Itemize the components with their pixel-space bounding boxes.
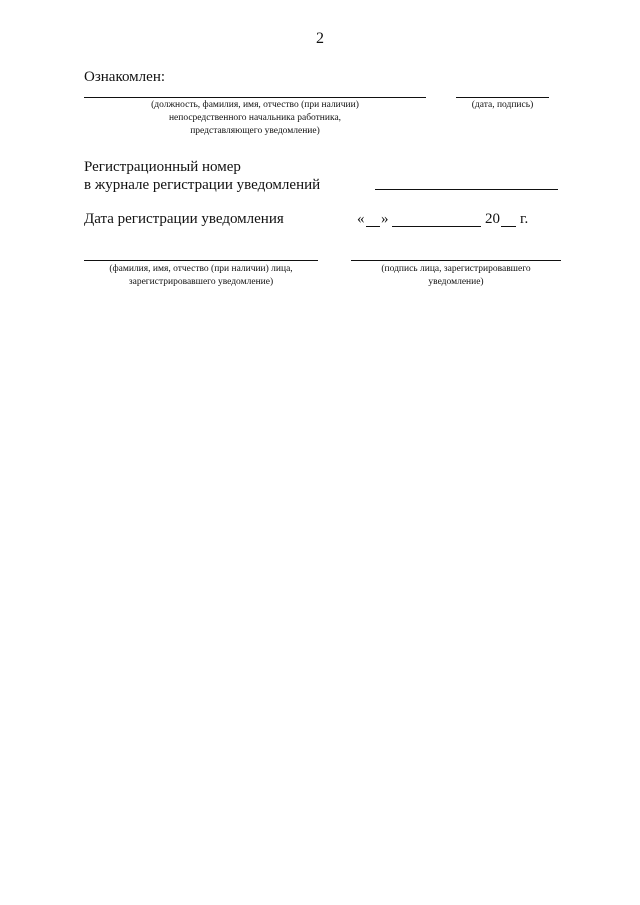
date-signature-caption: (дата, подпись)	[471, 100, 534, 110]
date-open-quote: «	[357, 211, 365, 227]
date-close-quote: »	[381, 211, 389, 227]
caption-line: (подпись лица, зарегистрировавшего	[381, 264, 531, 274]
acquainted-date-signature-line[interactable]	[456, 97, 549, 98]
registrar-signature-caption	[351, 263, 561, 289]
page-number: 2	[316, 30, 324, 47]
acquainted-official-line[interactable]	[84, 97, 426, 98]
year-prefix: 20	[485, 211, 500, 227]
registrar-signature-line[interactable]	[351, 260, 561, 261]
caption-line: уведомление)	[428, 277, 484, 287]
registration-date-label: Дата регистрации уведомления	[84, 211, 284, 227]
registrar-name-caption	[84, 263, 318, 289]
caption-line: непосредственного начальника работника,	[168, 113, 342, 123]
day-field[interactable]	[366, 226, 380, 227]
registrar-name-line[interactable]	[84, 260, 318, 261]
registration-number-line1: Регистрационный номер	[84, 159, 241, 175]
caption-line: зарегистрировавшего уведомление)	[128, 277, 274, 287]
registration-number-field[interactable]	[375, 189, 558, 190]
year-suffix: г.	[520, 211, 529, 227]
acquainted-official-caption	[84, 99, 426, 138]
acquainted-label: Ознакомлен:	[84, 69, 166, 85]
caption-line: (фамилия, имя, отчество (при наличии) лица,	[109, 264, 293, 274]
year-field[interactable]	[501, 226, 516, 227]
caption-line: представляющего уведомление)	[190, 126, 320, 136]
registration-number-label	[84, 158, 320, 194]
registration-number-line2: в журнале регистрации уведомлений	[84, 177, 321, 193]
month-field[interactable]	[392, 226, 481, 227]
caption-line: (должность, фамилия, имя, отчество (при наличии)	[151, 100, 359, 110]
